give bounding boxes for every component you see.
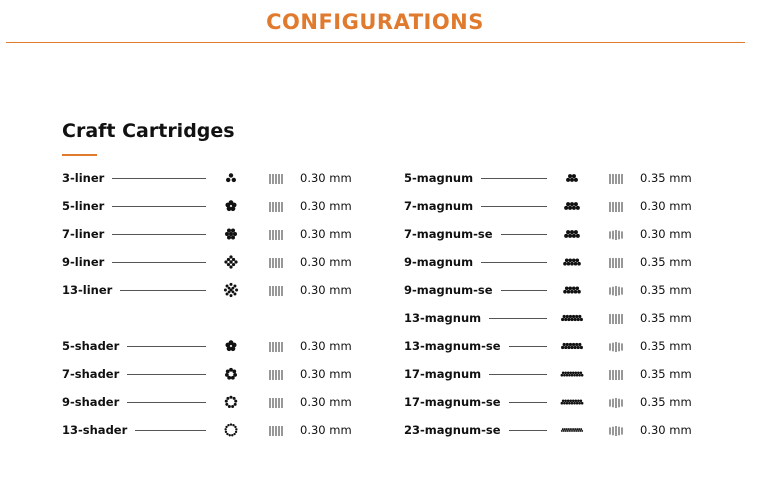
- leader-line: [501, 234, 547, 235]
- config-label: 9-magnum: [404, 255, 474, 269]
- needle-side-profile-icon: [607, 395, 625, 409]
- needle-side-profile-icon: [267, 255, 285, 269]
- needle-size: 0.30 mm: [300, 339, 352, 353]
- needle-grouping-icon: [208, 393, 254, 411]
- needle-side-profile-icon: [607, 311, 625, 325]
- config-row: [404, 276, 704, 304]
- leader-line: [509, 402, 547, 403]
- needle-grouping-icon: [549, 197, 595, 215]
- config-label: 13-liner: [62, 283, 113, 297]
- config-label: 9-magnum-se: [404, 283, 493, 297]
- leader-line: [481, 178, 547, 179]
- needle-size: 0.30 mm: [300, 255, 352, 269]
- needle-grouping-icon: [208, 365, 254, 383]
- config-row: [62, 248, 362, 276]
- page-title: CONFIGURATIONS: [266, 10, 484, 34]
- needle-size: 0.30 mm: [300, 199, 352, 213]
- needle-grouping-icon: [208, 281, 254, 299]
- leader-line: [112, 234, 206, 235]
- config-row: [62, 164, 362, 192]
- needle-grouping-icon: [208, 197, 254, 215]
- config-label: 13-magnum-se: [404, 339, 501, 353]
- config-row: [404, 332, 704, 360]
- needle-grouping-icon: [549, 253, 595, 271]
- needle-size: 0.30 mm: [640, 199, 692, 213]
- needle-side-profile-icon: [607, 199, 625, 213]
- config-label: 3-liner: [62, 171, 105, 185]
- config-label: 13-magnum: [404, 311, 482, 325]
- needle-size: 0.30 mm: [640, 227, 692, 241]
- needle-grouping-icon: [208, 225, 254, 243]
- leader-line: [120, 290, 206, 291]
- config-row: [62, 220, 362, 248]
- needle-grouping-icon: [549, 309, 595, 327]
- config-row: [404, 360, 704, 388]
- config-row: [404, 192, 704, 220]
- needle-size: 0.30 mm: [300, 423, 352, 437]
- needle-side-profile-icon: [267, 283, 285, 297]
- leader-line: [509, 430, 547, 431]
- config-row: [404, 304, 704, 332]
- needle-side-profile-icon: [267, 339, 285, 353]
- needle-grouping-icon: [549, 169, 595, 187]
- leader-line: [127, 346, 206, 347]
- needle-side-profile-icon: [267, 423, 285, 437]
- needle-size: 0.35 mm: [640, 395, 692, 409]
- config-label: 9-liner: [62, 255, 105, 269]
- leader-line: [127, 402, 206, 403]
- config-label: 7-liner: [62, 227, 105, 241]
- needle-grouping-icon: [549, 393, 595, 411]
- config-label: 5-shader: [62, 339, 120, 353]
- config-row: [62, 276, 362, 304]
- config-label: 13-shader: [62, 423, 128, 437]
- needle-grouping-icon: [208, 253, 254, 271]
- title-divider: [6, 42, 745, 43]
- needle-size: 0.30 mm: [300, 395, 352, 409]
- config-row: [404, 416, 704, 444]
- needle-size: 0.30 mm: [300, 367, 352, 381]
- leader-line: [112, 262, 206, 263]
- needle-grouping-icon: [208, 421, 254, 439]
- needle-size: 0.30 mm: [640, 423, 692, 437]
- config-label: 7-magnum: [404, 199, 474, 213]
- needle-size: 0.30 mm: [300, 171, 352, 185]
- leader-line: [489, 374, 547, 375]
- needle-side-profile-icon: [267, 395, 285, 409]
- needle-grouping-icon: [549, 421, 595, 439]
- config-row: [62, 416, 362, 444]
- config-row: [62, 192, 362, 220]
- needle-grouping-icon: [208, 169, 254, 187]
- config-label: 5-magnum: [404, 171, 474, 185]
- config-label: 5-liner: [62, 199, 105, 213]
- needle-size: 0.35 mm: [640, 255, 692, 269]
- needle-grouping-icon: [549, 281, 595, 299]
- needle-size: 0.30 mm: [300, 283, 352, 297]
- leader-line: [509, 346, 547, 347]
- needle-side-profile-icon: [267, 199, 285, 213]
- needle-side-profile-icon: [267, 171, 285, 185]
- needle-size: 0.35 mm: [640, 283, 692, 297]
- needle-size: 0.35 mm: [640, 311, 692, 325]
- needle-side-profile-icon: [607, 423, 625, 437]
- leader-line: [489, 318, 547, 319]
- needle-side-profile-icon: [607, 367, 625, 381]
- needle-side-profile-icon: [607, 227, 625, 241]
- config-label: 9-shader: [62, 395, 120, 409]
- needle-side-profile-icon: [267, 367, 285, 381]
- config-row: [404, 164, 704, 192]
- config-label: 17-magnum-se: [404, 395, 501, 409]
- needle-side-profile-icon: [607, 255, 625, 269]
- config-row: [62, 360, 362, 388]
- config-label: 17-magnum: [404, 367, 482, 381]
- section-title-underline: [62, 154, 97, 156]
- needle-grouping-icon: [549, 225, 595, 243]
- needle-side-profile-icon: [607, 339, 625, 353]
- config-label: 7-shader: [62, 367, 120, 381]
- needle-size: 0.35 mm: [640, 171, 692, 185]
- needle-size: 0.35 mm: [640, 367, 692, 381]
- needle-grouping-icon: [549, 337, 595, 355]
- config-row: [404, 248, 704, 276]
- leader-line: [127, 374, 206, 375]
- needle-size: 0.35 mm: [640, 339, 692, 353]
- leader-line: [112, 206, 206, 207]
- leader-line: [501, 290, 547, 291]
- needle-side-profile-icon: [607, 283, 625, 297]
- config-row: [404, 220, 704, 248]
- config-label: 7-magnum-se: [404, 227, 493, 241]
- config-row: [404, 388, 704, 416]
- config-row: [62, 388, 362, 416]
- leader-line: [481, 206, 547, 207]
- needle-grouping-icon: [208, 337, 254, 355]
- needle-grouping-icon: [549, 365, 595, 383]
- config-label: 23-magnum-se: [404, 423, 501, 437]
- config-row: [62, 332, 362, 360]
- needle-side-profile-icon: [267, 227, 285, 241]
- section-title: Craft Cartridges: [62, 120, 235, 142]
- needle-size: 0.30 mm: [300, 227, 352, 241]
- leader-line: [135, 430, 206, 431]
- leader-line: [481, 262, 547, 263]
- leader-line: [112, 178, 206, 179]
- needle-side-profile-icon: [607, 171, 625, 185]
